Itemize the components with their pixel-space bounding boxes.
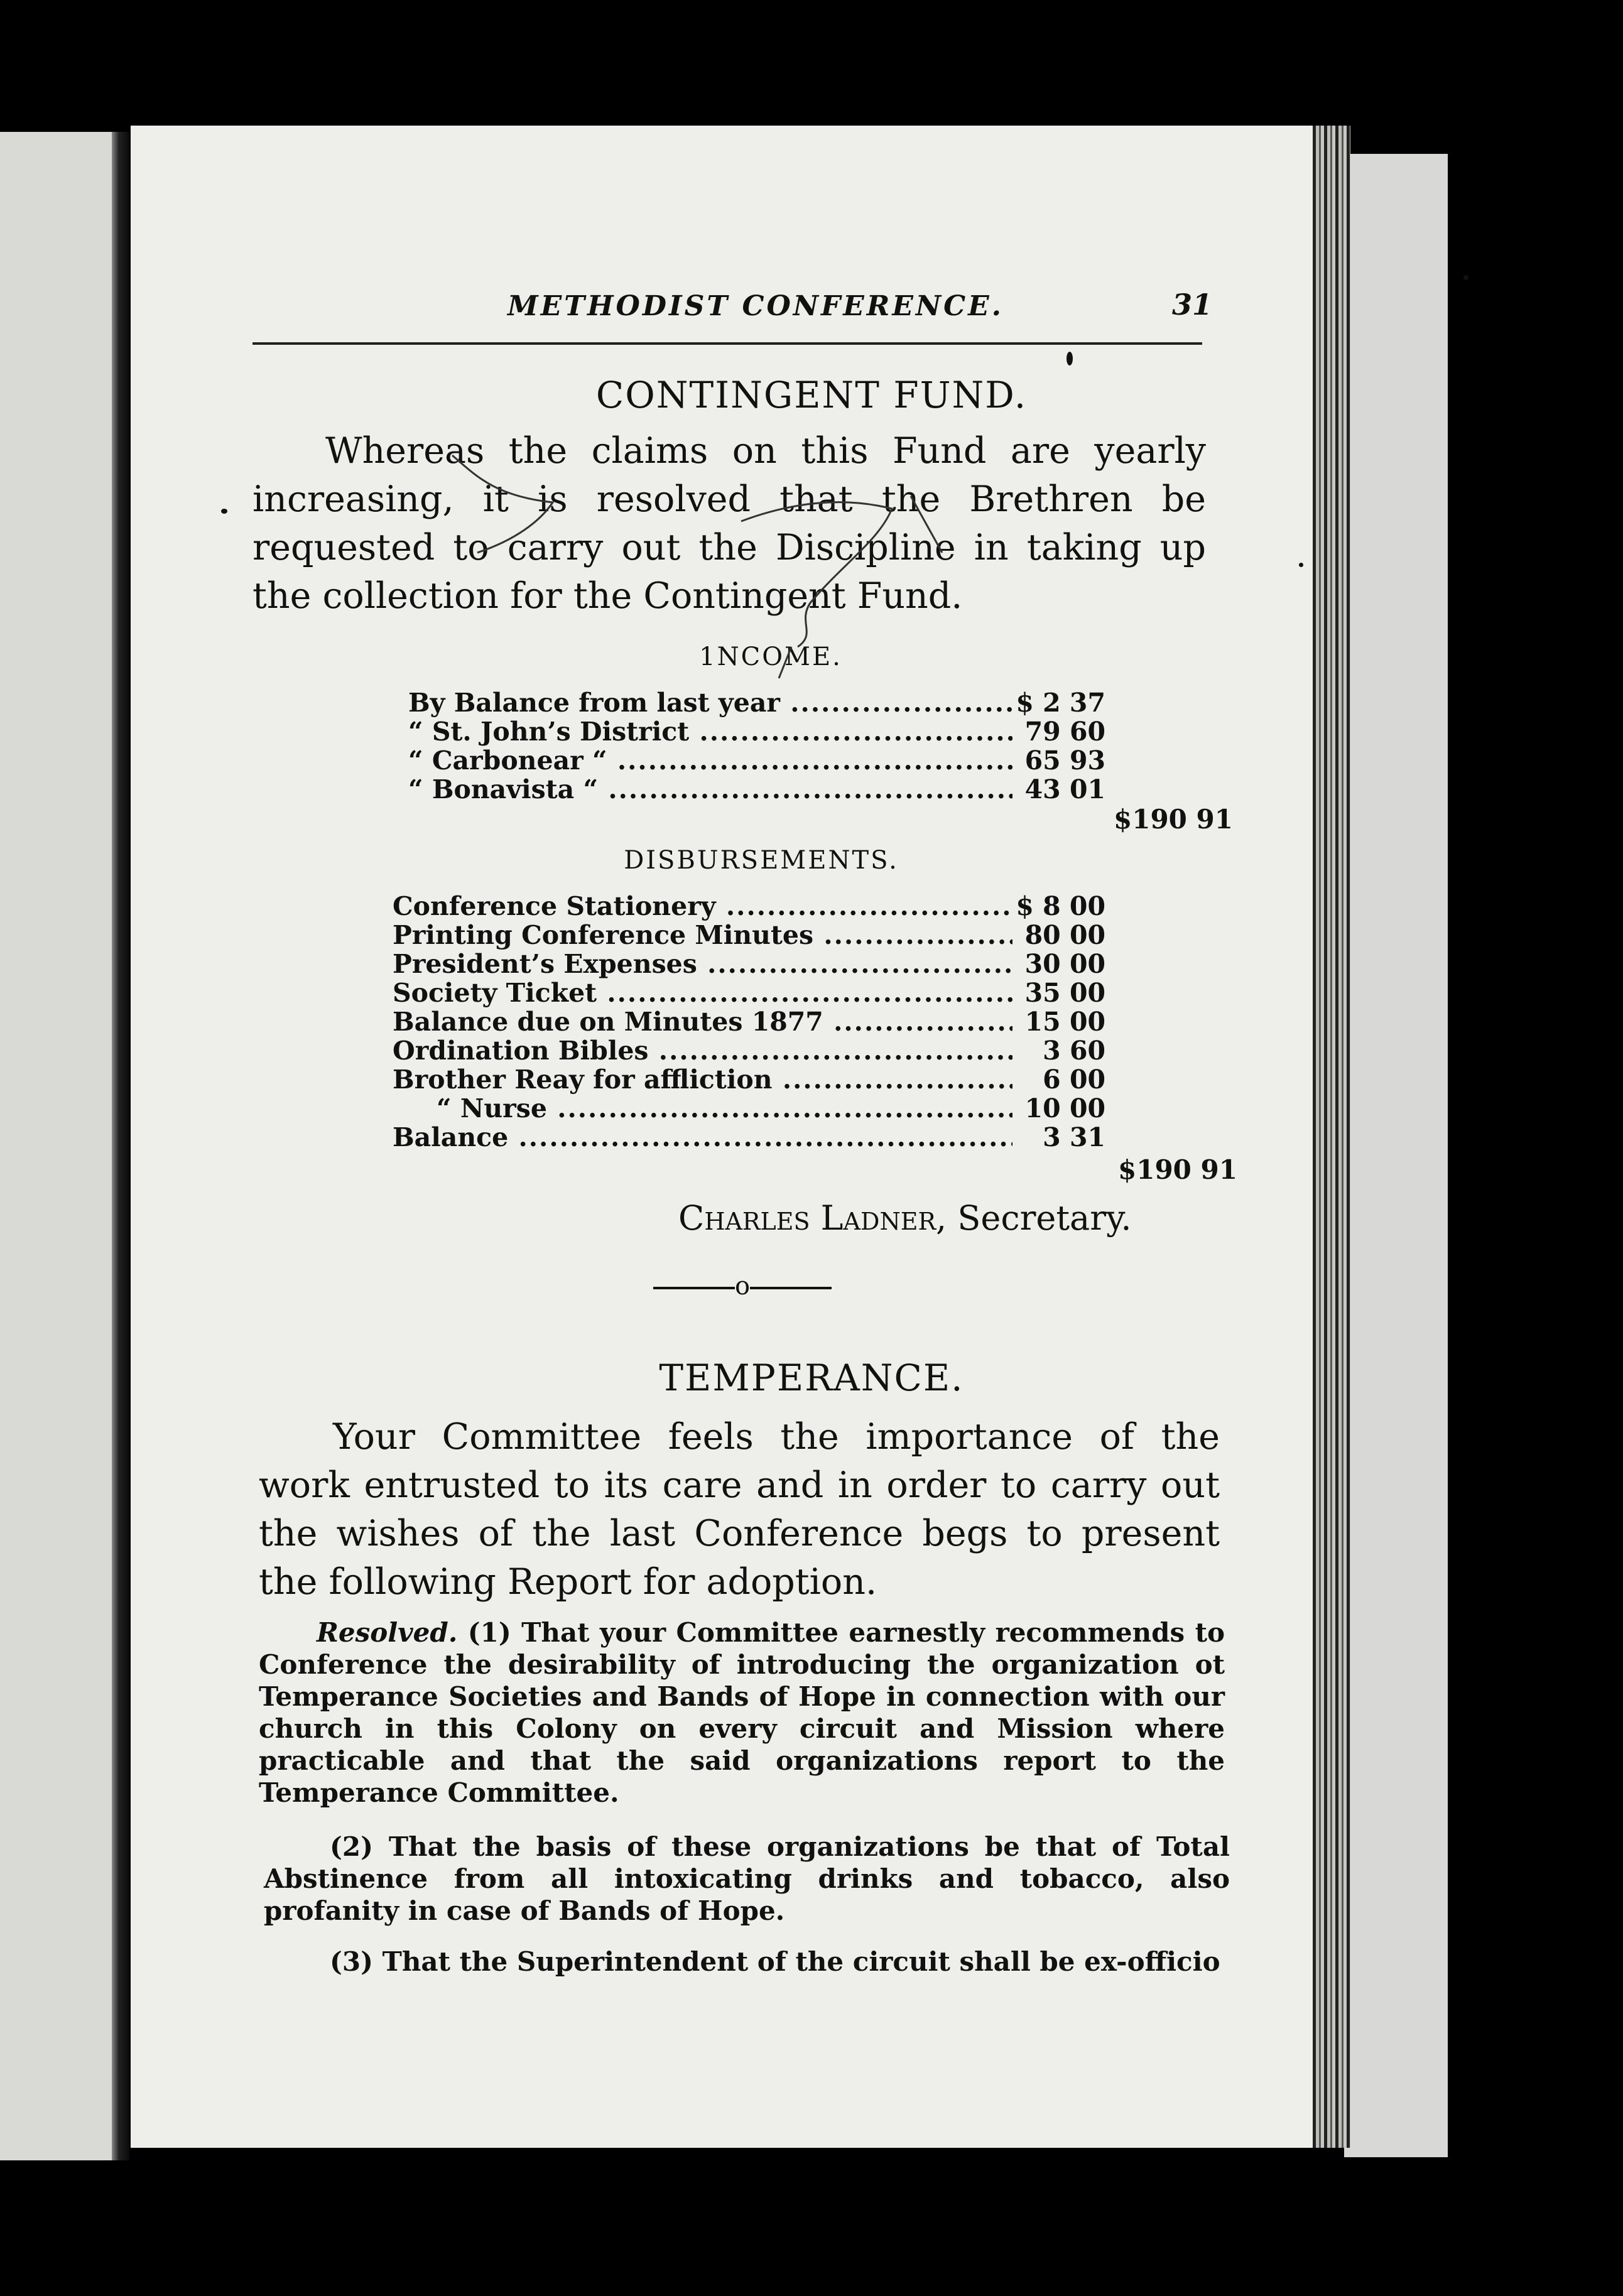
ledger-item: “ Nurse ..... (393, 1094, 1012, 1123)
secretary-name: Charles Ladner, (678, 1198, 947, 1238)
ledger-row (393, 950, 1105, 978)
ledger-row (408, 688, 1105, 717)
ledger-amount: 80 00 (1024, 920, 1105, 950)
disbursements-ledger (393, 892, 1105, 1152)
next-page-edge (1344, 154, 1448, 2157)
ledger-amount: 3 60 (1043, 1036, 1105, 1066)
resolution-1 (259, 1616, 1225, 1809)
contingent-fund-heading: CONTINGENT FUND. (595, 374, 1028, 416)
separator-ornament: o (735, 1272, 751, 1301)
income-ledger (408, 688, 1105, 804)
ledger-row (393, 1007, 1105, 1036)
ledger-amount: 35 00 (1024, 978, 1105, 1008)
ledger-amount: 43 01 (1024, 774, 1105, 804)
ledger-amount: 3 31 (1043, 1122, 1105, 1152)
temperance-heading: TEMPERANCE. (659, 1356, 964, 1399)
resolved-label: Resolved. (317, 1617, 458, 1648)
ledger-row (393, 1123, 1105, 1152)
ledger-item: Printing Conference Minutes ..... (393, 921, 1012, 950)
header-rule (252, 342, 1202, 345)
left-page-edge (0, 132, 116, 2160)
secretary-title: Secretary. (957, 1198, 1132, 1238)
income-heading: 1NCOME. (699, 642, 842, 671)
page-gutter (1313, 126, 1350, 2148)
disbursements-total: $190 91 (1118, 1154, 1237, 1185)
ink-speck (1067, 352, 1073, 366)
ledger-row (408, 717, 1105, 746)
page-number: 31 (1172, 288, 1213, 322)
ledger-item: Ordination Bibles ..... (393, 1036, 1012, 1065)
ledger-row (393, 978, 1105, 1007)
ledger-row (393, 1065, 1105, 1094)
ink-speck (221, 509, 227, 514)
ledger-item: “ Carbonear “ ..... (408, 746, 1012, 775)
ledger-amount: 65 93 (1024, 745, 1105, 776)
ledger-item: Balance ..... (393, 1123, 1012, 1152)
ledger-item: Conference Stationery ..... (393, 892, 1012, 921)
ink-speck (1299, 563, 1303, 567)
ledger-amount: 10 00 (1024, 1093, 1105, 1124)
ledger-item: Brother Reay for affliction ..... (393, 1065, 1012, 1094)
separator-line (653, 1287, 735, 1289)
disbursements-heading: DISBURSEMENTS. (624, 846, 899, 875)
left-page-shadow (112, 132, 129, 2160)
ledger-item: Society Ticket ..... (393, 978, 1012, 1007)
ledger-row (408, 775, 1105, 804)
ledger-item: Balance due on Minutes 1877 ..... (393, 1007, 1012, 1036)
ink-speck (1463, 275, 1468, 280)
resolution-3: (3) That the Superintendent of the circuit shall be ex-officio (330, 1946, 1220, 1977)
income-total: $190 91 (1114, 804, 1233, 835)
temperance-paragraph: Your Committee feels the importance of the work entrusted to its care and in order to carry out the wishes of the last Conference begs to present the following Report for adoption. (259, 1416, 1220, 1603)
ledger-item: President’s Expenses ..... (393, 950, 1012, 978)
ledger-row (408, 746, 1105, 775)
ledger-row (393, 921, 1105, 950)
contingent-fund-paragraph: Whereas the claims on this Fund are yearly increasing, it is resolved that the Brethren be requested to carry out the Discipline in taking up the collection for the Contingent Fund. (252, 430, 1206, 617)
ledger-item: By Balance from last year ..... (408, 688, 1012, 717)
ledger-amount: 15 00 (1024, 1007, 1105, 1037)
secretary-signature (678, 1198, 1132, 1238)
ledger-item: “ Bonavista “ ..... (408, 775, 1012, 804)
ledger-amount: 79 60 (1024, 717, 1105, 747)
separator-line (750, 1287, 832, 1289)
section-separator (653, 1272, 832, 1301)
ledger-row (393, 892, 1105, 921)
resolution-1-text: (1) That your Committee earnestly recommends to Conference the desirability of introducing the organization ot Temperance Societies and Bands of Hope in connection with our church in this Colony on every circuit and Mission where practicable and that the said organizations report to the Temperance Committee. (259, 1617, 1225, 1808)
ledger-row (393, 1094, 1105, 1123)
ledger-amount: $ 2 37 (1016, 688, 1105, 718)
ledger-amount: 6 00 (1043, 1064, 1105, 1095)
resolution-2: (2) That the basis of these organizations be that of Total Abstinence from all intoxicating drinks and tobacco, also profanity in case of Bands of Hope. (264, 1831, 1230, 1926)
ledger-row (393, 1036, 1105, 1065)
ledger-amount: $ 8 00 (1016, 891, 1105, 921)
ledger-item: “ St. John’s District ..... (408, 717, 1012, 746)
ledger-amount: 30 00 (1024, 949, 1105, 979)
running-head: METHODIST CONFERENCE. (508, 290, 1004, 322)
